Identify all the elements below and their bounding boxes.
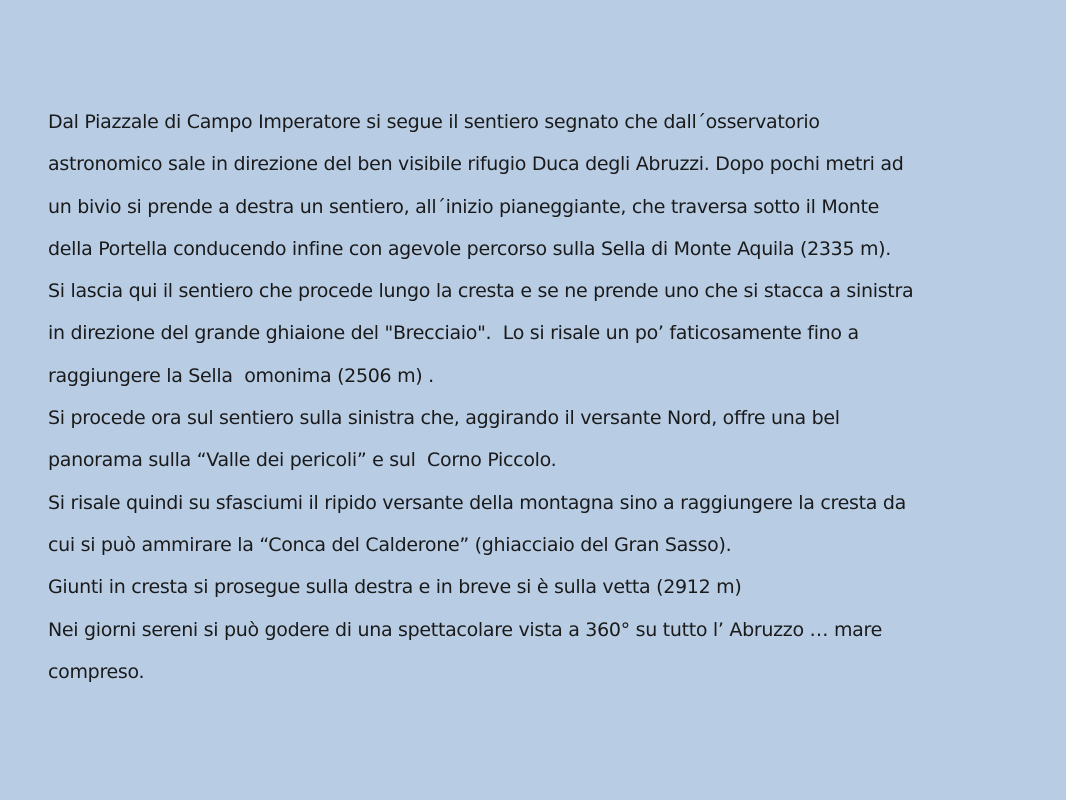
text-line-11: cui si può ammirare la “Conca del Calderone” (ghiacciaio del Gran Sasso).	[48, 533, 732, 556]
text-line-14: compreso.	[48, 660, 145, 683]
text-line-8: Si procede ora sul sentiero sulla sinistra che, aggirando il versante Nord, offre una bel	[48, 407, 840, 430]
text-line-1: Dal Piazzale di Campo Imperatore si segue il sentiero segnato che dall´osservatorio	[48, 111, 820, 133]
text-line-4: della Portella conducendo infine con agevole percorso sulla Sella di Monte Aquila (2335 m).	[48, 237, 892, 260]
text-line-9: panorama sulla “Valle dei pericoli” e sul Corno Piccolo.	[48, 449, 557, 472]
text-line-5: Si lascia qui il sentiero che procede lungo la cresta e se ne prende uno che si stacca a sinistra	[48, 280, 914, 303]
text-line-10: Si risale quindi su sfasciumi il ripido versante della montagna sino a raggiungere la cresta da	[48, 491, 906, 514]
text-line-12: Giunti in cresta si prosegue sulla destra e in breve si è sulla vetta (2912 m)	[48, 576, 742, 599]
text-line-13: Nei giorni sereni si può godere di una spettacolare vista a 360° su tutto l’ Abruzzo … mare	[48, 618, 882, 641]
route-description	[48, 101, 1038, 693]
text-line-3: un bivio si prende a destra un sentiero, all´inizio pianeggiante, che traversa sotto il Monte	[48, 195, 880, 218]
text-line-6: in direzione del grande ghiaione del "Brecciaio". Lo si risale un po’ faticosamente fino a	[48, 322, 859, 345]
text-line-7: raggiungere la Sella omonima (2506 m) .	[48, 364, 434, 387]
text-line-2: astronomico sale in direzione del ben visibile rifugio Duca degli Abruzzi. Dopo pochi metri ad	[48, 153, 904, 176]
